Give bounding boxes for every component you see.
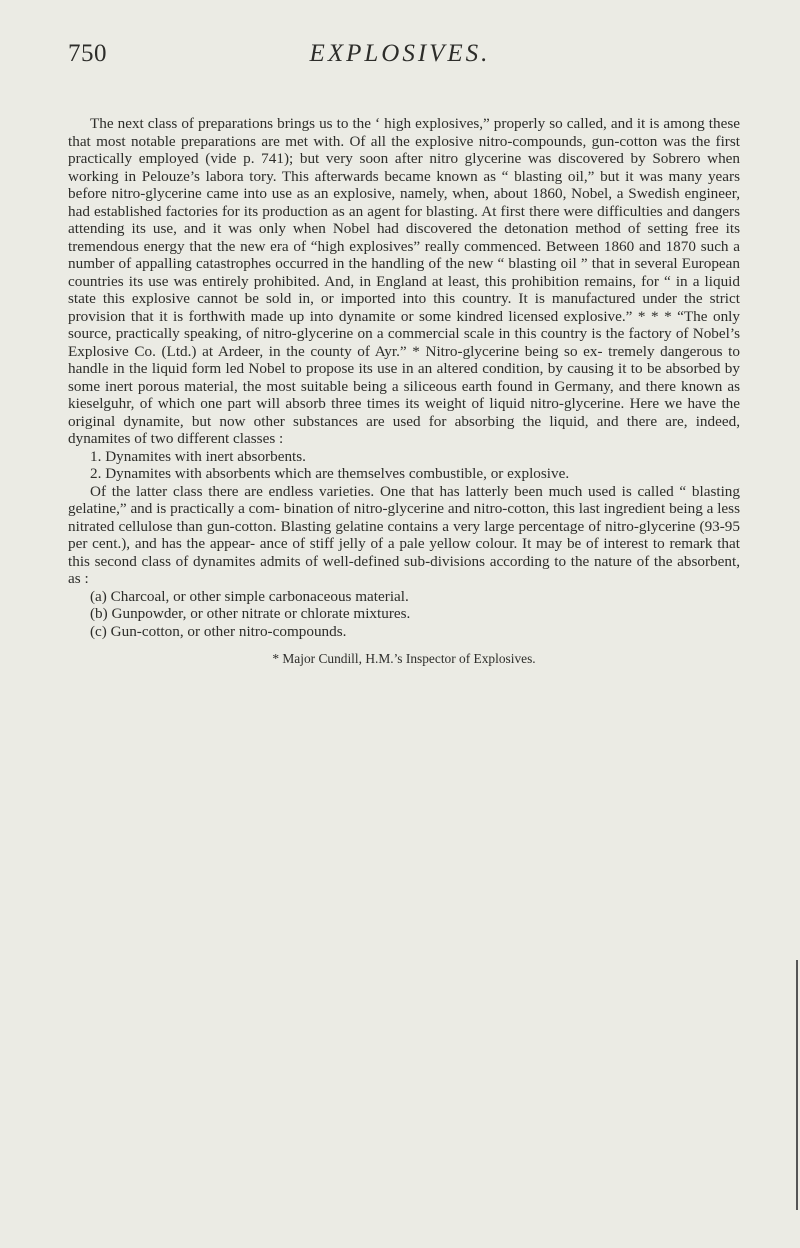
paragraph-blasting-gelatine: Of the latter class there are endless varieties. One that has latterly been much used is called “ blasting gelatine,” and is practically a com- bination of nitro-glycerine and nitro-cotton, this last ingredient being a less nitrated cellulose than gun-cotton. Blasting gelatine contains a very large percentage of nitro-glycerine (93-95 per cent.), and has the appear- ance of stiff jelly of a pale yellow colour. It may be of interest to remark that this second class of dynamites admits of well-defined sub-divisions according to the nature of the absorbent, as : [68,482,740,587]
running-head: EXPLOSIVES. [309,40,491,67]
sub-item-charcoal: (a) Charcoal, or other simple carbonaceous material. [90,587,409,605]
footnote: * Major Cundill, H.M.’s Inspector of Explosives. [272,651,536,666]
list-item-combustible-absorbents: 2. Dynamites with absorbents which are themselves combustible, or explosive. [90,465,570,482]
page-edge-line [796,960,798,1210]
sub-item-gun-cotton: (c) Gun-cotton, or other nitro-compounds. [90,622,347,640]
list-item-inert-absorbents: 1. Dynamites with inert absorbents. [90,447,306,465]
sub-item-gunpowder: (b) Gunpowder, or other nitrate or chlorate mixtures. [90,605,411,622]
page-number: 750 [68,40,107,67]
paragraph-high-explosives: The next class of preparations brings us to the ‘ high explosives,” properly so called, and it is among these that most notable preparations are met with. Of all the explosive nitro-compounds, gun-cotton was the first practically employed (vide p. 741); but very soon after nitro glycerine was discovered by Sobrero when working in Pelouze’s labora tory. This afterwards became known as “ blasting oil,” but it was many years before nitro-glycerine came into use as an explosive, namely, when, about 1860, Nobel, a Swedish engineer, had established factories for its production as an agent for blasting. At first there were difficulties and dangers attending its use, and it was only when Nobel had discovered the detonation method of setting free its tremendous energy that the new era of “high explosives” really commenced. Between 1860 and 1870 such a number of appalling catastrophes occurred in the handling of the new “ blasting oil ” that in several European countries its use was entirely prohibited. And, in England at least, this prohibition remains, for “ in a liquid state this explosive cannot be sold in, or imported into this country. It is manufactured under the strict provision that it is forthwith made up into dynamite or some kindred licensed explosive.” * * * “The only source, practically speaking, of nitro-glycerine on a commercial scale in this country is the factory of Nobel’s Explosive Co. (Ltd.) at Ardeer, in the county of Ayr.” * Nitro-glycerine being so ex- tremely dangerous to handle in the liquid form led Nobel to propose its use in an altered condition, by causing it to be absorbed by some inert porous material, the most suitable being a siliceous earth found in Germany, and there known as kieselguhr, of which one part will absorb three times its weight of liquid nitro-glycerine. Here we have the original dynamite, but now other substances are used for absorbing the liquid, and there are, indeed, dynamites of two different classes : [68,115,740,447]
body-text [68,115,740,668]
